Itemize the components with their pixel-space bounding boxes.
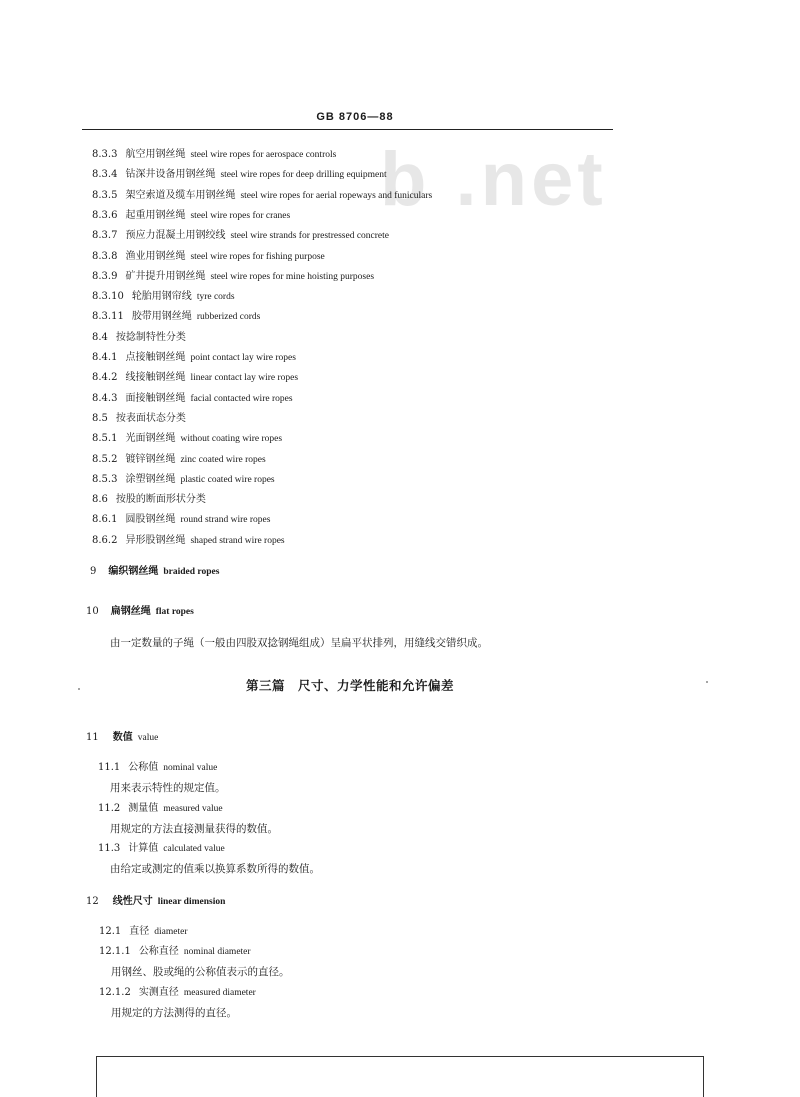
section-9-heading <box>90 565 219 579</box>
term-entry <box>92 250 325 264</box>
scan-speck <box>706 681 708 683</box>
term-number: 12.1 <box>99 926 122 937</box>
term-number: 8.4.3 <box>92 392 118 404</box>
term-zh: 预应力混凝土用钢绞线 <box>125 230 226 242</box>
term-number: 8.4.2 <box>92 372 118 384</box>
term-en: calculated value <box>163 844 225 854</box>
term-entry <box>92 534 285 548</box>
term-entry <box>99 925 188 939</box>
term-entry <box>92 371 298 385</box>
term-en: flat ropes <box>155 607 194 617</box>
term-en: nominal diameter <box>183 947 251 957</box>
term-zh: 渔业用钢丝绳 <box>125 250 186 262</box>
term-entry <box>92 310 260 324</box>
term-zh: 矿井提升用钢丝绳 <box>125 270 206 282</box>
term-number: 8.6.1 <box>92 514 118 526</box>
term-entry <box>98 761 217 775</box>
term-zh: 面接触钢丝绳 <box>125 392 186 404</box>
section-number: 11 <box>86 732 99 743</box>
term-en: measured value <box>163 803 223 814</box>
term-zh: 线接触钢丝绳 <box>125 372 186 384</box>
term-definition: 用来表示特性的规定值。 <box>110 782 226 794</box>
term-en: linear dimension <box>157 897 226 907</box>
term-en: plastic coated wire ropes <box>180 474 275 485</box>
term-number: 8.3.6 <box>92 209 118 221</box>
term-entry <box>92 453 266 467</box>
term-number: 8.5.2 <box>92 453 118 465</box>
section-number: 9 <box>90 566 97 577</box>
term-entry <box>98 802 223 816</box>
term-zh: 钻深井设备用钢丝绳 <box>125 169 216 181</box>
term-number: 11.3 <box>98 843 121 854</box>
section-11-heading <box>86 731 158 745</box>
term-zh: 起重用钢丝绳 <box>125 209 186 221</box>
term-definition: 用规定的方法直接测量获得的数值。 <box>110 822 278 835</box>
term-entry <box>92 148 336 162</box>
term-entry <box>92 168 387 182</box>
term-zh: 数值 <box>112 732 133 743</box>
term-number: 8.3.8 <box>92 250 118 262</box>
term-en: shaped strand wire ropes <box>190 535 285 546</box>
term-zh: 按股的断面形状分类 <box>115 494 206 506</box>
term-zh: 按捻制特性分类 <box>115 331 186 343</box>
term-en: linear contact lay wire ropes <box>190 373 299 384</box>
term-number: 8.6.2 <box>92 534 118 546</box>
term-entry <box>92 290 235 304</box>
term-number: 8.5.1 <box>92 433 118 445</box>
term-number: 11.2 <box>98 802 121 814</box>
watermark: b .net <box>380 137 607 222</box>
term-zh: 航空用钢丝绳 <box>125 149 186 160</box>
section-10-definition: 由一定数量的子绳（一般由四股双捻钢绳组成）呈扁平状排列，用缝线交错织成。 <box>110 637 488 649</box>
term-en: rubberized cords <box>196 312 261 323</box>
term-definition: 用钢丝、股或绳的公称值表示的直径。 <box>111 966 290 978</box>
term-en: facial contacted wire ropes <box>190 393 293 404</box>
standard-code-header: GB 8706—88 <box>316 111 394 123</box>
term-en: diameter <box>154 927 188 937</box>
term-entry <box>92 473 275 487</box>
term-number: 8.3.9 <box>92 270 118 282</box>
term-number: 12.1.2 <box>99 987 131 998</box>
term-zh: 涂塑钢丝绳 <box>125 473 176 485</box>
term-zh: 异形股钢丝绳 <box>125 534 186 546</box>
term-number: 8.5 <box>92 412 108 424</box>
term-entry <box>92 270 374 284</box>
term-en: point contact lay wire ropes <box>190 353 296 363</box>
term-en: tyre cords <box>196 292 235 303</box>
term-zh: 按表面状态分类 <box>115 412 186 424</box>
term-entry <box>92 229 389 243</box>
term-definition: 由给定或测定的值乘以换算系数所得的数值。 <box>110 863 320 875</box>
term-number: 8.3.5 <box>92 189 118 201</box>
term-zh: 胶带用钢丝绳 <box>131 311 192 323</box>
term-en: nominal value <box>163 763 218 773</box>
term-en: steel wire ropes for aerial ropeways and funiculars <box>240 190 433 201</box>
term-number: 8.5.3 <box>92 473 118 485</box>
term-number: 8.3.3 <box>92 149 118 160</box>
term-zh: 编织钢丝绳 <box>108 566 159 577</box>
term-entry <box>92 189 432 203</box>
term-en: without coating wire ropes <box>180 434 283 445</box>
term-zh: 线性尺寸 <box>112 896 153 907</box>
section-12-heading <box>86 895 225 909</box>
term-number: 8.3.7 <box>92 230 118 242</box>
term-zh: 轮胎用钢帘线 <box>131 291 192 303</box>
term-entry <box>92 513 270 527</box>
term-entry <box>92 493 211 507</box>
term-zh: 计算值 <box>128 843 159 854</box>
section-number: 10 <box>86 606 99 617</box>
term-number: 8.3.10 <box>92 291 124 303</box>
term-zh: 测量值 <box>128 802 159 814</box>
term-entry <box>92 392 293 406</box>
term-en: steel wire ropes for cranes <box>190 210 291 221</box>
term-en: steel wire ropes for fishing purpose <box>190 251 325 262</box>
section-number: 12 <box>86 896 99 907</box>
term-zh: 圆股钢丝绳 <box>125 514 176 526</box>
term-en: steel wire ropes for deep drilling equipment <box>220 170 387 181</box>
term-number: 11.1 <box>98 762 121 773</box>
section-10-heading <box>86 605 194 619</box>
term-number: 8.4 <box>92 331 108 343</box>
term-entry <box>92 432 282 446</box>
term-entry <box>99 986 256 1000</box>
term-zh: 扁钢丝绳 <box>110 606 151 617</box>
term-number: 8.3.11 <box>92 311 124 323</box>
term-number: 12.1.1 <box>99 946 131 957</box>
term-number: 8.6 <box>92 494 108 506</box>
term-en: measured diameter <box>183 988 256 998</box>
term-zh: 点接触钢丝绳 <box>125 352 186 363</box>
term-zh: 光面钢丝绳 <box>125 433 176 445</box>
term-en: value <box>137 733 159 743</box>
term-en: zinc coated wire ropes <box>180 454 266 465</box>
term-zh: 架空索道及缆车用钢丝绳 <box>125 189 236 201</box>
term-entry <box>92 331 191 345</box>
term-number: 8.3.4 <box>92 169 118 181</box>
scan-speck <box>78 688 80 690</box>
term-number: 8.4.1 <box>92 352 118 363</box>
term-zh: 直径 <box>129 926 150 937</box>
term-entry <box>92 412 191 426</box>
part-title: 第三篇 尺寸、力学性能和允许偏差 <box>245 678 454 693</box>
term-zh: 镀锌钢丝绳 <box>125 453 176 465</box>
term-en: braided ropes <box>163 567 220 577</box>
term-zh: 公称直径 <box>138 946 179 957</box>
term-en: steel wire ropes for mine hoisting purposes <box>210 271 375 282</box>
term-entry <box>92 351 296 365</box>
term-entry <box>99 945 251 959</box>
term-zh: 公称值 <box>128 762 159 773</box>
header-rule <box>82 129 613 130</box>
term-entry <box>98 842 225 856</box>
term-en: steel wire strands for prestressed concrete <box>230 231 389 242</box>
term-entry <box>92 209 290 223</box>
term-en: steel wire ropes for aerospace controls <box>190 150 337 160</box>
term-en: round strand wire ropes <box>180 515 271 526</box>
term-zh: 实测直径 <box>138 987 179 998</box>
term-definition: 用规定的方法测得的直径。 <box>111 1007 237 1019</box>
